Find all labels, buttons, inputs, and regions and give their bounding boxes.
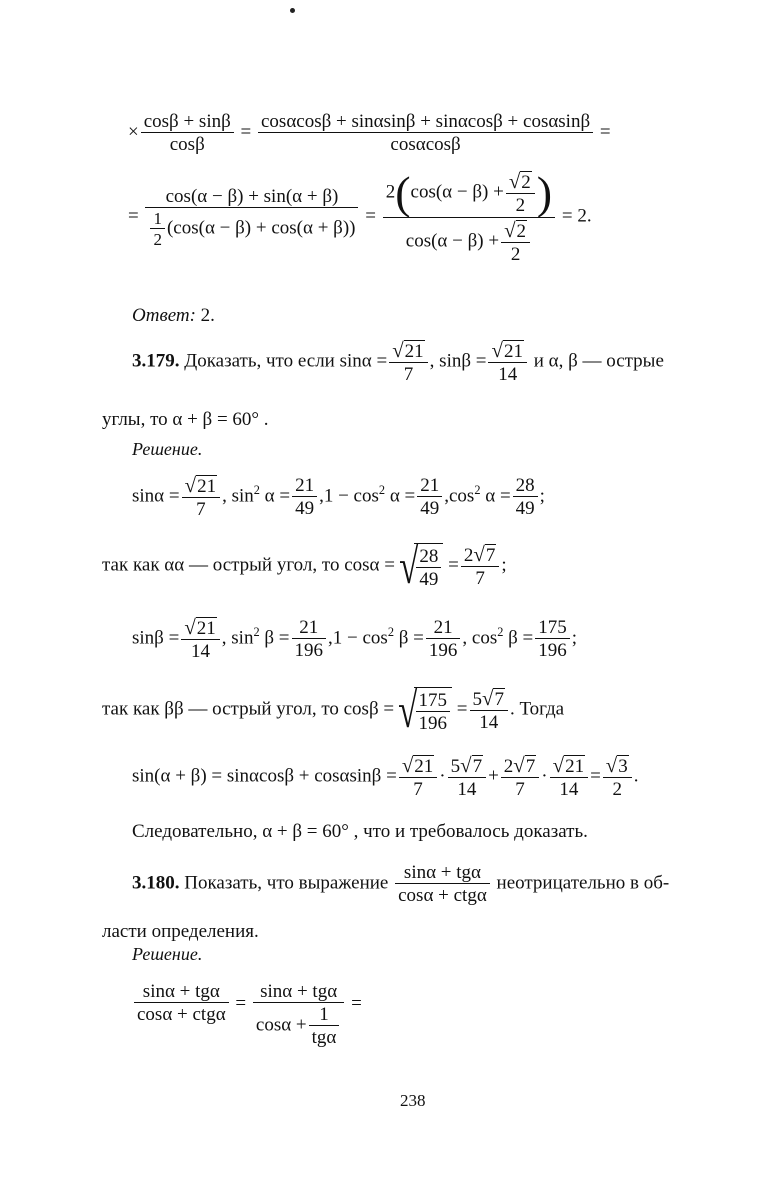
problem-3-179-cont: углы, то α + β = 60° . — [102, 409, 269, 430]
problem-3-179: 3.179. Доказать, что если sinα = $\frac{√21}{7}$ , sinβ = $\frac{√21}{14}$ и α, β — острые — [132, 338, 664, 385]
fraction-right: $\frac{\cos\alpha\cos\beta + \sin\alpha\sin\beta + \sin\alpha\cos\beta + \cos\alpha\sin\beta}{\cos\alpha\cos\beta}$ — [258, 112, 593, 154]
problem-3-180-cont: ласти определения. — [102, 921, 259, 942]
solution-heading-1: Решение. — [132, 439, 203, 459]
cos-beta-line: так как ββ — острый угол, то cosβ =√ $\frac{175}{196}$ = $\frac{5√7}{14}$ . Тогда — [102, 682, 565, 738]
equation-line-2: = cos(α − β) + sin(α + β) $\frac{1}{2}$ (cos(α − β) + cos(α + β)) = 2(cos(α − β) + $\frac{√2}{2}$ ) cos(α − β) + $\frac{√2}{2}$ = 2. — [128, 167, 592, 265]
solution-heading-2: Решение. — [132, 944, 203, 964]
page-number: 238 — [400, 1091, 426, 1110]
answer-value: 2. — [200, 305, 215, 326]
fraction-left: $\frac{\cos\beta + \sin\beta}{\cos\beta}$ — [141, 112, 234, 154]
cos-alpha-line: так как αα — острый угол, то cosα =√ $\frac{28}{49}$ = $\frac{2√7}{7}$ ; — [102, 538, 507, 594]
problem-number: 3.179. — [132, 350, 180, 372]
times-sign: × — [128, 121, 139, 143]
problem-number: 3.180. — [132, 872, 180, 894]
answer-label: Ответ: — [132, 305, 196, 326]
sin-sum-line: sin(α + β) = sinαcosβ + cosαsinβ = $\frac{√21}{7}$ · $\frac{5√7}{14}$ + $\frac{2√7}{7}$ · $\frac{√21}{14}$ = $\frac{√3}{2}$ . — [132, 753, 639, 800]
answer-line — [132, 306, 215, 325]
equation-line-1: × $\frac{\cos\beta + \sin\beta}{\cos\beta}$ = $\frac{\cos\alpha\cos\beta + \sin\alpha\sin\beta + \sin\alpha\cos\beta + \cos\alpha\sin\beta}{\cos\alpha\cos\beta}$ = — [128, 111, 611, 155]
scan-speck — [290, 8, 295, 13]
fraction-big: 2(cos(α − β) + $\frac{√2}{2}$ ) cos(α − β) + $\frac{√2}{2}$ — [383, 170, 555, 264]
conclusion: Следовательно, α + β = 60° , что и требовалось доказать. — [132, 821, 588, 842]
sin-beta-line: sinβ = $\frac{√21}{14}$ , $\sin^2 \beta$ = $\frac{21}{196}$ $,1 - \cos^2 \beta$ = $\frac{21}{196}$ , $\cos^2 \beta$ = $\frac{175}{196}$ ; — [132, 615, 578, 662]
result: = 2. — [561, 205, 592, 227]
sin-alpha-line: sinα = $\frac{√21}{7}$ , $\sin^2 \alpha$ = $\frac{21}{49}$ $,1 - \cos^2 \alpha$ = $\frac{21}{49}$ $,\cos^2$ α = $\frac{28}{49}$ ; — [132, 473, 545, 520]
last-equation-line: $\frac{\text{sinα + tgα}}{\text{cosα + ctgα}}$ = sinα + tgα cosα + $\frac{1}{\text{tgα}}$ = — [132, 982, 362, 1047]
problem-3-180: 3.180. Показать, что выражение $\frac{\text{sinα + tgα}}{\text{cosα + ctgα}}$ неотрицательно в об- — [132, 862, 670, 906]
fraction-cos-sin: cos(α − β) + sin(α + β) $\frac{1}{2}$ (cos(α − β) + cos(α + β)) — [145, 187, 358, 248]
